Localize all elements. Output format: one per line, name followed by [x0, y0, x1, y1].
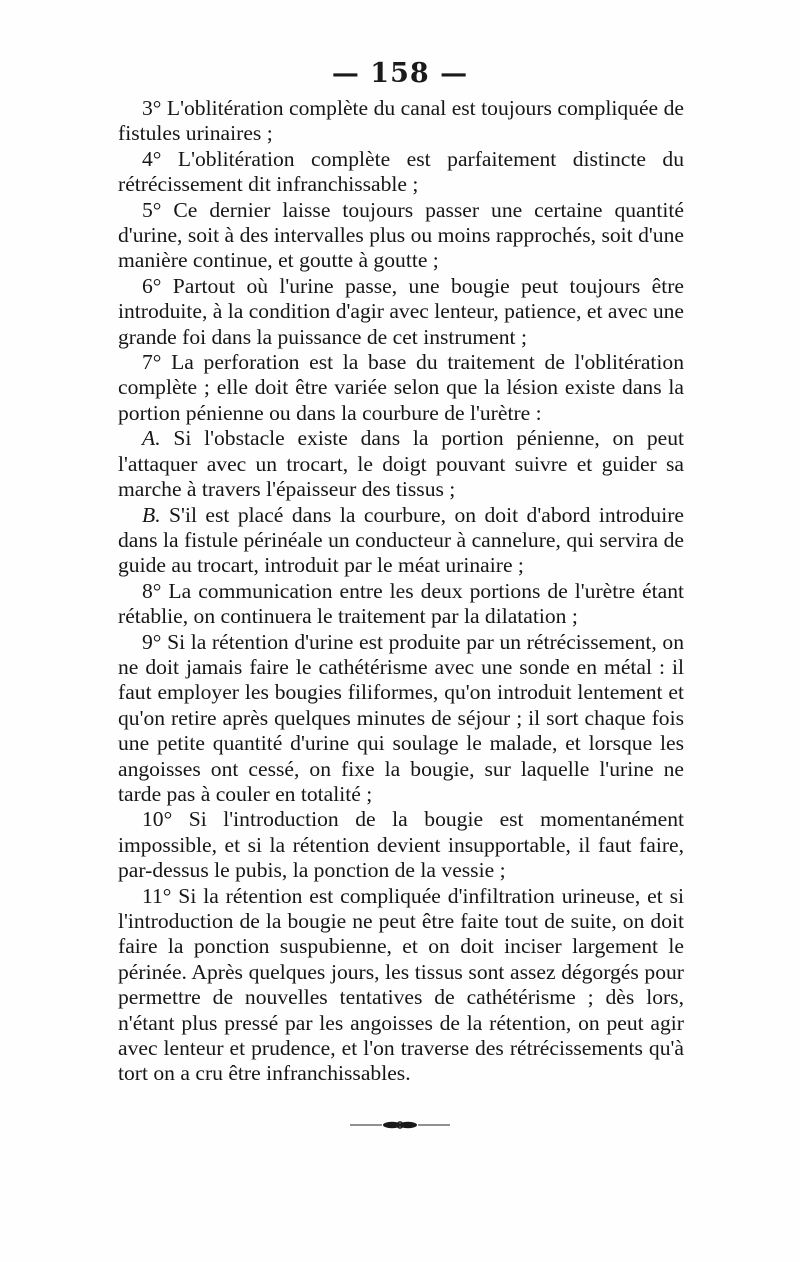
item-label-a: A. [142, 426, 161, 451]
paragraph-4: 4° L'oblitération complète est parfaitement distincte du rétrécissement dit infranchissable ; [118, 146, 684, 197]
paragraph-8: 8° La communication entre les deux portions de l'urètre étant rétablie, on continuera le traitement par la dilatation ; [118, 578, 684, 629]
item-text-a: Si l'obstacle existe dans la portion pénienne, on peut l'attaquer avec un trocart, le doigt pouvant suivre et guider sa marche à travers l'épaisseur des tissus ; [118, 426, 684, 502]
paragraph-5: 5° Ce dernier laisse toujours passer une certaine quantité d'urine, soit à des intervalles plus ou moins rapprochés, soit d'une manière continue, et goutte à goutte ; [118, 197, 684, 273]
item-label-b: B. [142, 502, 161, 527]
paragraph-6: 6° Partout où l'urine passe, une bougie peut toujours être introduite, à la condition d'agir avec lenteur, patience, et avec une grande foi dans la puissance de cet instrument ; [118, 273, 685, 349]
paragraph-b [118, 503, 684, 579]
item-text-b: S'il est placé dans la courbure, on doit d'abord introduire dans la fistule périnéale un conducteur à cannelure, qui servira de guide au trocart, introduit par le méat urinaire ; [118, 502, 684, 578]
paragraph-3: 3° L'oblitération complète du canal est toujours compliquée de fistules urinaires ; [118, 96, 684, 146]
end-ornament-icon [350, 1120, 450, 1130]
paragraph-9: 9° Si la rétention d'urine est produite par un rétrécissement, on ne doit jamais faire le cathétérisme avec une sonde en métal : il faut employer les bougies filiformes, qu'on introduit lentement et qu'on retire après quelques minutes de séjour ; il sort chaque fois une petite quantité d'urine qui soulage le malade, et lorsque les angoisses ont cessé, on fixe la bougie, sur laquelle l'urine ne tarde pas à couler en totalité ; [118, 629, 684, 806]
body-text [118, 96, 684, 1087]
paragraph-a [118, 426, 684, 502]
page-number: — 158 — [331, 58, 469, 89]
paragraph-7: 7° La perforation est la base du traitement de l'oblitération complète ; elle doit être variée selon que la lésion existe dans la portion pénienne ou dans la courbure de l'urètre : [118, 350, 684, 425]
paragraph-10: 10° Si l'introduction de la bougie est momentanément impossible, et si la rétention devient insupportable, il faut faire, par-dessus le pubis, la ponction de la vessie ; [118, 807, 684, 883]
paragraph-11: 11° Si la rétention est compliquée d'infiltration urineuse, et si l'introduction de la bougie ne peut être faite tout de suite, on doit faire la ponction suspubienne, et on doit inciser largement le périnée. Après quelques jours, les tissus sont assez dégorgés pour permettre de nouvelles tentatives de cathétérisme ; dès lors, n'étant plus pressé par les angoisses de la rétention, on peut agir avec lenteur et prudence, et l'on traverse des rétrécissements qu'à tort on a cru être infranchissables. [118, 883, 684, 1086]
